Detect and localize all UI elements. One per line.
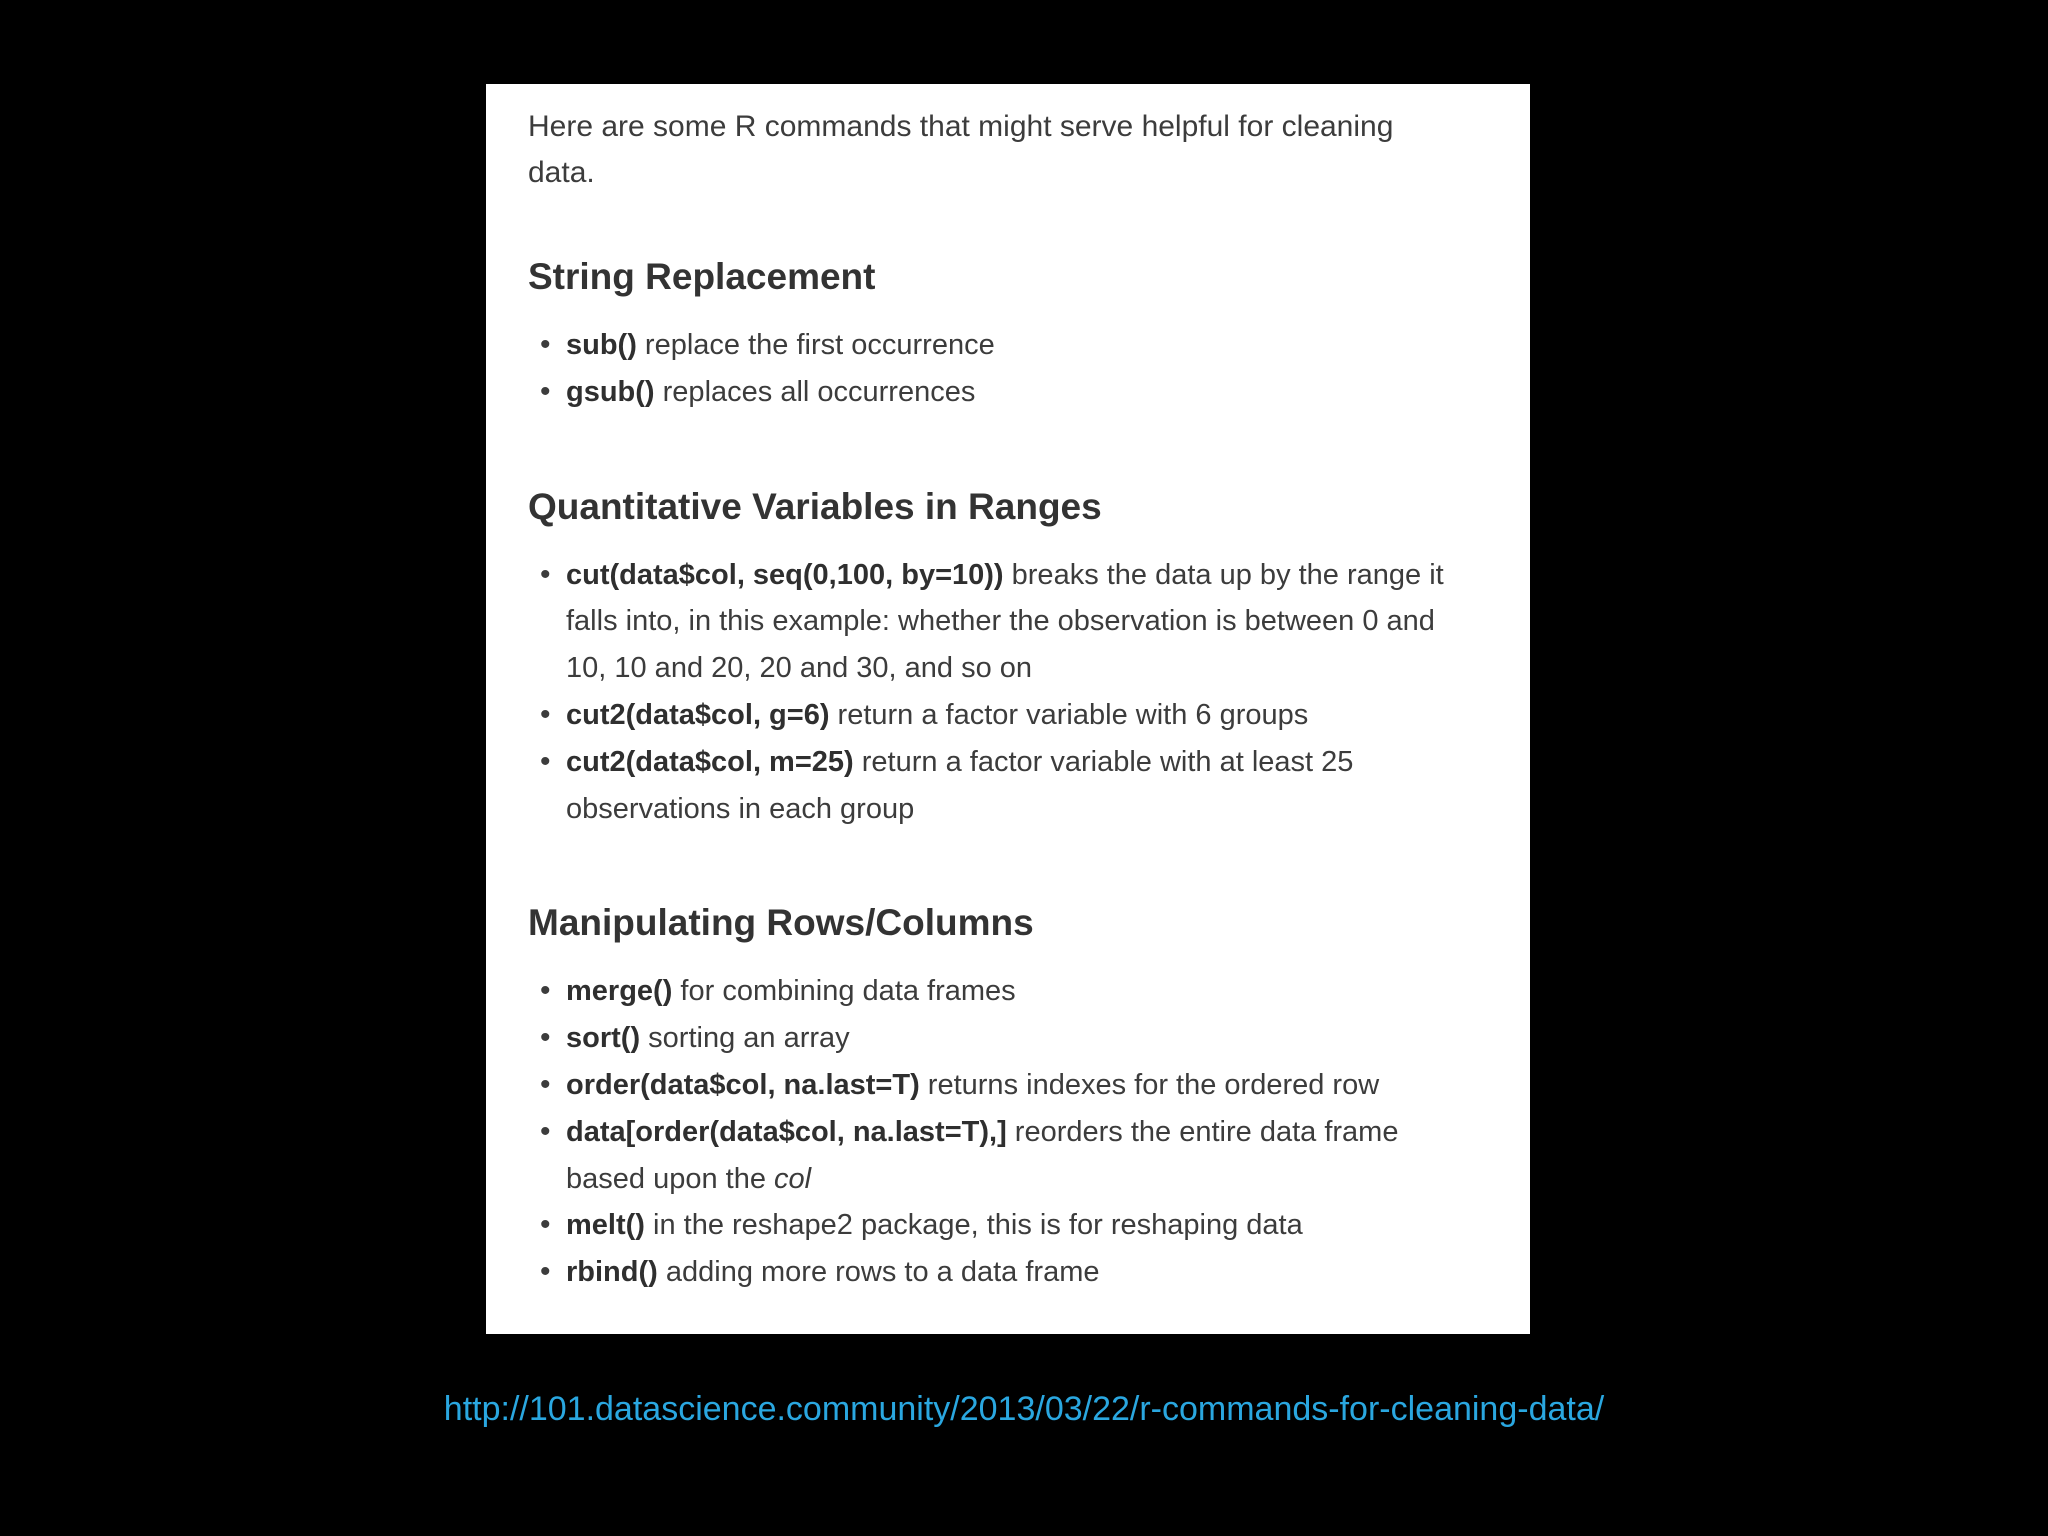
command-description: returns indexes for the ordered row	[919, 1068, 1380, 1101]
command-name: cut2(data$col, g=6)	[566, 698, 830, 731]
command-name: merge()	[566, 975, 673, 1008]
command-name: rbind()	[566, 1256, 658, 1289]
list-item	[528, 1062, 1456, 1109]
string-replacement-list	[528, 322, 1490, 416]
list-item	[528, 1202, 1456, 1249]
command-description: sorting an array	[640, 1022, 850, 1055]
command-description: return a factor variable with 6 groups	[829, 698, 1309, 731]
article-screenshot	[486, 84, 1530, 1334]
bullet-icon: •	[540, 1114, 551, 1148]
command-description: in the reshape2 package, this is for reshaping data	[644, 1209, 1303, 1242]
bullet-icon: •	[540, 1067, 551, 1101]
command-description: replace the first occurrence	[636, 329, 995, 361]
bullet-icon: •	[540, 374, 551, 408]
command-name: melt()	[566, 1209, 645, 1242]
section-heading-quantitative-variables: Quantitative Variables in Ranges	[528, 485, 1102, 527]
list-item	[528, 1015, 1456, 1062]
command-description: reorders the entire data frame based upon the	[566, 1115, 1399, 1195]
list-item	[528, 1109, 1456, 1203]
bullet-icon: •	[540, 697, 551, 731]
section-heading-string-replacement: String Replacement	[528, 256, 876, 297]
bullet-icon: •	[540, 1208, 551, 1242]
bullet-icon: •	[540, 328, 551, 361]
list-item	[528, 968, 1456, 1015]
command-description: for combining data frames	[672, 975, 1016, 1008]
list-item	[528, 369, 1456, 416]
quantitative-variables-list	[528, 552, 1490, 833]
command-name: sort()	[566, 1022, 641, 1055]
list-item	[528, 1249, 1456, 1296]
command-description: adding more rows to a data frame	[657, 1256, 1100, 1289]
section-heading-manipulating-rows-columns: Manipulating Rows/Columns	[528, 902, 1034, 944]
command-description-italic: col	[774, 1162, 812, 1195]
bullet-icon: •	[540, 1021, 551, 1055]
command-name: gsub()	[566, 375, 655, 408]
list-item	[528, 739, 1456, 833]
command-description: replaces all occurrences	[654, 375, 976, 408]
intro-paragraph: Here are some R commands that might serve helpful for cleaning data.	[528, 110, 1394, 189]
command-description: return a factor variable with at least 25 observations in each group	[566, 745, 1354, 825]
bullet-icon: •	[540, 557, 551, 591]
manipulating-rows-columns-list	[528, 968, 1490, 1296]
list-item	[528, 552, 1456, 692]
bullet-icon: •	[540, 1255, 551, 1289]
command-name: sub()	[566, 329, 637, 361]
command-name: cut(data$col, seq(0,100, by=10))	[566, 558, 1004, 591]
list-item	[528, 692, 1456, 739]
list-item	[528, 322, 1456, 369]
source-link[interactable]: http://101.datascience.community/2013/03/22/r-commands-for-cleaning-data/	[443, 1390, 1605, 1428]
bullet-icon: •	[540, 974, 551, 1008]
command-description: breaks the data up by the range it falls into, in this example: whether the observation is between 0 and 10, 10 and 20, 20 and 30, and so on	[566, 558, 1444, 685]
command-name: order(data$col, na.last=T)	[566, 1068, 920, 1101]
command-name: data[order(data$col, na.last=T),]	[566, 1115, 1007, 1148]
command-name: cut2(data$col, m=25)	[566, 745, 854, 778]
bullet-icon: •	[540, 744, 551, 778]
